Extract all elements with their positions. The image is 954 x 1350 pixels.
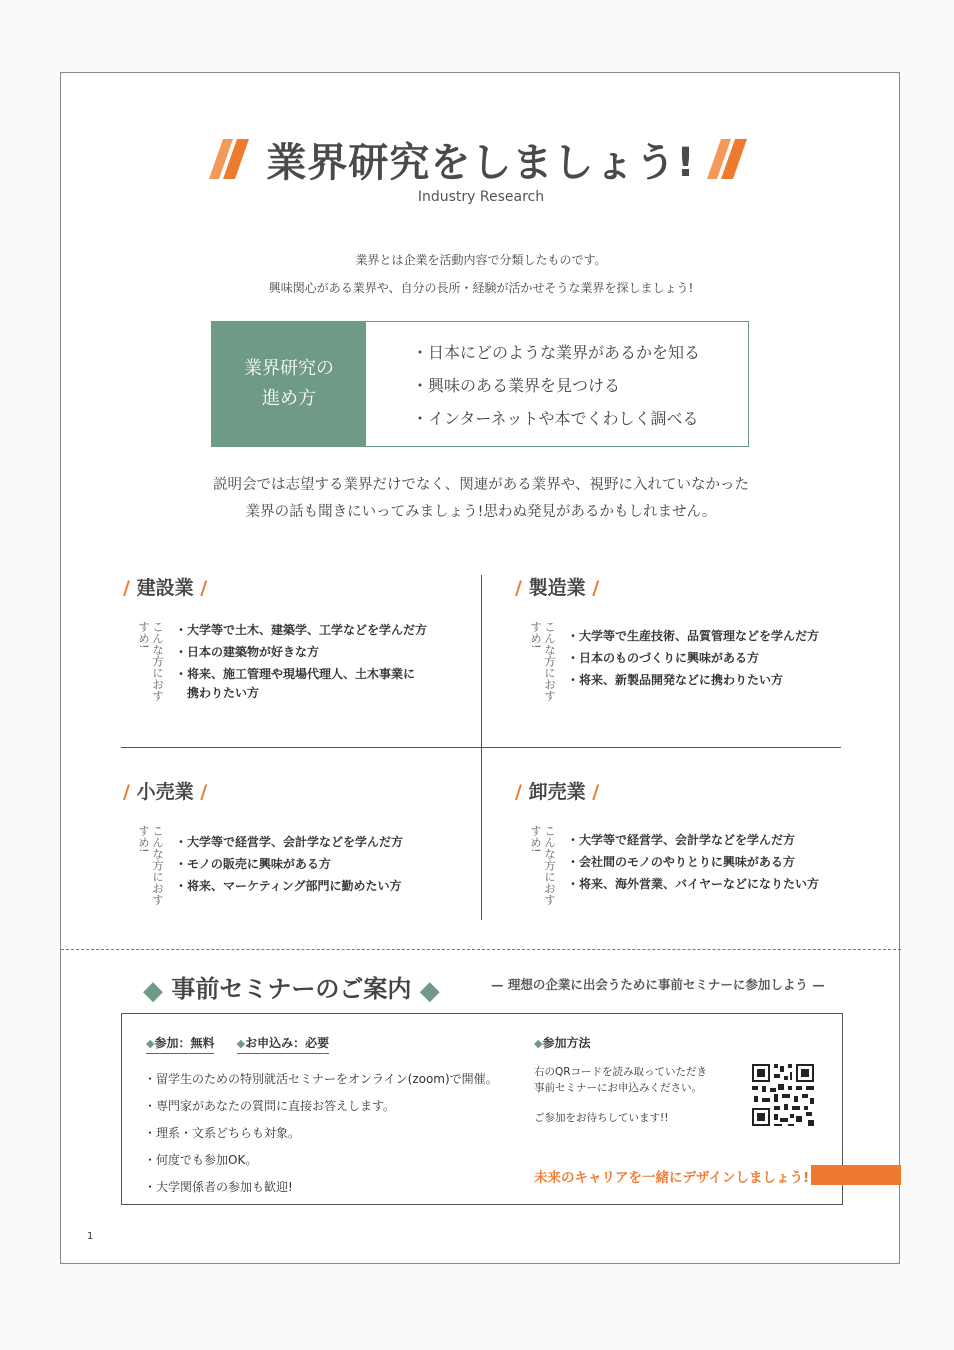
industry-item-continuation: 携わりたい方 bbox=[187, 686, 260, 700]
fee-badge: ◆参加：無料 bbox=[146, 1034, 214, 1054]
seminar-box bbox=[121, 1013, 843, 1205]
intro-line-1: 業界とは企業を活動内容で分類したものです。 bbox=[355, 253, 607, 267]
diamond-icon: ◆ bbox=[143, 976, 163, 1006]
industry-item: ・将来、新製品開発などに携わりたい方 bbox=[567, 673, 784, 687]
seminar-point: ・専門家があなたの質問に直接お答えします。 bbox=[144, 1099, 396, 1113]
industry-item: ・会社間のモノのやりとりに興味がある方 bbox=[567, 855, 795, 869]
industry-item: ・大学等で生産技術、品質管理などを学んだ方 bbox=[567, 629, 820, 643]
industry-item: ・大学等で土木、建築学、工学などを学んだ方 bbox=[175, 623, 428, 637]
diamond-icon: ◆ bbox=[236, 1037, 246, 1050]
recommend-label: こんな方におすすめ! bbox=[137, 621, 165, 702]
industry-item: ・将来、マーケティング部門に勤めたい方 bbox=[175, 879, 402, 893]
industry-items bbox=[175, 831, 403, 897]
title-area bbox=[61, 131, 901, 191]
industry-title: / 小売業 / bbox=[123, 781, 208, 803]
process-box bbox=[211, 321, 749, 447]
industry-items bbox=[567, 829, 819, 895]
industry-item: ・モノの販売に興味がある方 bbox=[175, 857, 331, 871]
orange-accent-bar bbox=[811, 1165, 901, 1185]
process-step: ・興味のある業界を見つける bbox=[412, 376, 621, 395]
wait-message: ご参加をお待ちしています!! bbox=[534, 1112, 669, 1124]
diamond-icon: ◆ bbox=[534, 1037, 543, 1050]
industry-item: ・将来、施工管理や現場代理人、土木事業に bbox=[175, 667, 416, 681]
seminar-point: ・大学関係者の参加も歓迎! bbox=[144, 1180, 293, 1194]
recommend-label: こんな方におすすめ! bbox=[529, 825, 557, 906]
industry-items bbox=[175, 619, 427, 704]
seminar-point: ・理系・文系どちらも対象。 bbox=[144, 1126, 301, 1140]
diamond-icon: ◆ bbox=[419, 976, 440, 1006]
industry-item: ・将来、海外営業、バイヤーなどになりたい方 bbox=[567, 877, 820, 891]
industry-manufacturing bbox=[515, 573, 855, 733]
how-line-1: 右のQRコードを読み取っていただき bbox=[534, 1066, 708, 1078]
industry-title: / 卸売業 / bbox=[515, 781, 600, 803]
process-step: ・日本にどのような業界があるかを知る bbox=[412, 343, 701, 362]
seminar-point: ・留学生のための特別就活セミナーをオンライン(zoom)で開催。 bbox=[144, 1072, 498, 1086]
document-page bbox=[60, 72, 900, 1264]
process-label-line-1: 業界研究の bbox=[244, 358, 334, 379]
industry-wholesale bbox=[515, 777, 855, 937]
how-line-2: 事前セミナーにお申込みください。 bbox=[534, 1082, 702, 1094]
industry-item: ・日本の建築物が好きな方 bbox=[175, 645, 320, 659]
industry-item: ・大学等で経営学、会計学などを学んだ方 bbox=[175, 835, 404, 849]
note-line-1: 説明会では志望する業界だけでなく、関連がある業界や、視野に入れていなかった bbox=[213, 477, 749, 493]
grid-horizontal-divider bbox=[121, 747, 841, 748]
title-right-slash-icon bbox=[707, 137, 749, 181]
how-to-join-text bbox=[534, 1064, 707, 1096]
diamond-icon: ◆ bbox=[146, 1037, 155, 1050]
process-step: ・インターネットや本でくわしく調べる bbox=[412, 409, 699, 428]
industry-items bbox=[567, 625, 819, 691]
seminar-point: ・何度でも参加OK。 bbox=[144, 1153, 258, 1167]
page-number: 1 bbox=[87, 1231, 94, 1242]
seminar-title: ◆ 事前セミナーのご案内 ◆ bbox=[143, 975, 440, 1006]
process-steps bbox=[412, 340, 700, 439]
seminar-tagline: — 理想の企業に出会うために事前セミナーに参加しよう — bbox=[491, 977, 825, 992]
industry-title: / 建設業 / bbox=[123, 577, 208, 599]
qr-code-icon[interactable] bbox=[750, 1062, 816, 1128]
slogan: 未来のキャリアを一緒にデザインしましょう! bbox=[534, 1170, 810, 1186]
how-to-join-title: ◆参加方法 bbox=[534, 1036, 591, 1050]
apply-badge: ◆お申込み：必要 bbox=[237, 1034, 329, 1054]
industry-title: / 製造業 / bbox=[515, 577, 600, 599]
industry-retail bbox=[123, 777, 463, 937]
seminar-badges bbox=[146, 1034, 347, 1054]
recommend-label: こんな方におすすめ! bbox=[137, 825, 165, 906]
industry-construction bbox=[123, 573, 463, 733]
industry-item: ・日本のものづくりに興味がある方 bbox=[567, 651, 760, 665]
process-label bbox=[212, 322, 366, 446]
process-label-line-2: 進め方 bbox=[262, 388, 316, 409]
intro-line-2: 興味関心がある業界や、自分の長所・経験が活かせそうな業界を探しましょう! bbox=[268, 281, 694, 295]
industry-item: ・大学等で経営学、会計学などを学んだ方 bbox=[567, 833, 796, 847]
page-title: 業界研究をしましょう! bbox=[266, 140, 696, 186]
page-subtitle: Industry Research bbox=[417, 189, 545, 205]
seminar-points bbox=[144, 1066, 498, 1201]
dashed-divider bbox=[61, 949, 901, 950]
note-line-2: 業界の話も聞きにいってみましょう!思わぬ発見があるかもしれません。 bbox=[245, 504, 717, 520]
recommend-label: こんな方におすすめ! bbox=[529, 621, 557, 702]
